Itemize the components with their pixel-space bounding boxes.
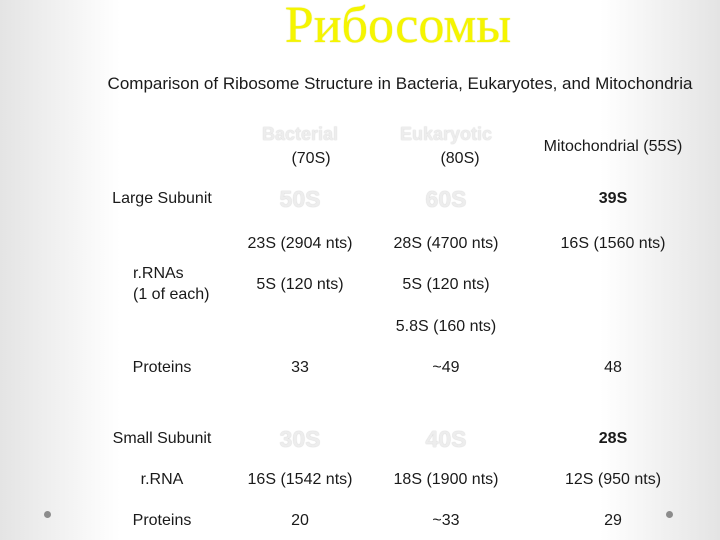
large-proteins-eukaryotic: ~49 bbox=[432, 359, 460, 376]
small-subunit-label: Small Subunit bbox=[112, 430, 212, 447]
left-corner-dot bbox=[44, 511, 51, 518]
header-eukaryotic: Eukaryotic bbox=[399, 124, 493, 144]
small-proteins-label: Proteins bbox=[132, 512, 192, 529]
small-subunit-eukaryotic: 40S bbox=[425, 426, 467, 452]
rrnas-label-note: (1 of each) bbox=[133, 286, 210, 303]
small-rrna-mito: 12S (950 nts) bbox=[564, 471, 662, 488]
large-proteins-bacterial: 33 bbox=[291, 359, 309, 376]
large-subunit-bacterial: 50S bbox=[279, 186, 321, 212]
slide-subtitle: Comparison of Ribosome Structure in Bacteria, Eukaryotes, and Mitochondria bbox=[107, 74, 693, 93]
header-mitochondrial: Mitochondrial (55S) bbox=[543, 138, 683, 155]
header-bacterial-size: (70S) bbox=[291, 150, 331, 167]
small-proteins-bacterial: 20 bbox=[291, 512, 309, 529]
large-rrna-bacterial-2: 5S (120 nts) bbox=[256, 276, 344, 293]
small-rrna-bacterial: 16S (1542 nts) bbox=[247, 471, 353, 488]
header-eukaryotic-size: (80S) bbox=[440, 150, 480, 167]
large-subunit-eukaryotic: 60S bbox=[425, 186, 467, 212]
large-proteins-label: Proteins bbox=[132, 359, 192, 376]
small-subunit-bacterial: 30S bbox=[279, 426, 321, 452]
rrnas-label: r.RNAs bbox=[133, 265, 184, 282]
large-subunit-mitochondrial: 39S bbox=[598, 190, 628, 207]
small-rrna-label: r.RNA bbox=[140, 471, 184, 488]
large-rrna-mito-1: 16S (1560 nts) bbox=[560, 235, 666, 252]
large-proteins-mito: 48 bbox=[604, 359, 622, 376]
slide-title: Рибосомы bbox=[284, 0, 512, 54]
small-rrna-eukaryotic: 18S (1900 nts) bbox=[393, 471, 499, 488]
small-proteins-mito: 29 bbox=[604, 512, 622, 529]
large-subunit-label: Large Subunit bbox=[112, 190, 212, 207]
header-bacterial: Bacterial bbox=[261, 124, 339, 144]
large-rrna-eukaryotic-2: 5S (120 nts) bbox=[402, 276, 490, 293]
large-rrna-eukaryotic-1: 28S (4700 nts) bbox=[393, 235, 499, 252]
large-rrna-eukaryotic-3: 5.8S (160 nts) bbox=[395, 318, 497, 335]
right-corner-dot bbox=[666, 511, 673, 518]
small-proteins-eukaryotic: ~33 bbox=[432, 512, 460, 529]
small-subunit-mitochondrial: 28S bbox=[598, 430, 628, 447]
large-rrna-bacterial-1: 23S (2904 nts) bbox=[247, 235, 353, 252]
